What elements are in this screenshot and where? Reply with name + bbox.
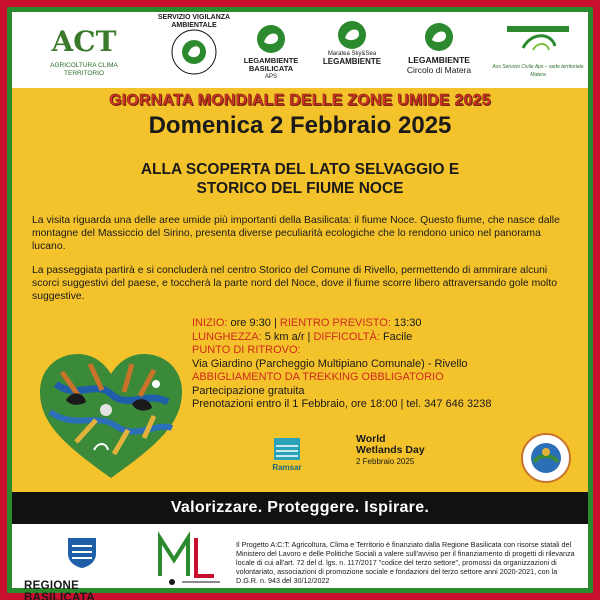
- regione-basilicata-emblem: [64, 534, 100, 570]
- difficolta-label: DIFFICOLTÀ:: [313, 330, 380, 343]
- maratea-name: LEGAMBIENTE: [322, 57, 382, 66]
- act-logo-name: ACT: [51, 25, 117, 58]
- lunghezza-value: 5 km a/r: [264, 330, 305, 343]
- ritrovo-label: PUNTO DI RITROVO:: [192, 344, 301, 356]
- funding-disclaimer: Il Progetto A:C:T: Agricoltura, Clima e Territorio è finanziato dalla Regione Basilicata con risorse statali del Ministero del Lavoro e delle Politiche Sociali a valere sull'avviso per il finanziamento di progetti di rilevanza locale di cui all'art. 72 del d. lgs. n. 117/2017 "codice del terzo settore", promossi da organizzazioni di volontariato, associazioni di promozione sociale e fondazioni del terzo settore anni 2020-2021, con la D.G.R. n. 943 del 30/12/2022: [236, 540, 575, 585]
- regione-basilicata-label: REGIONE BASILICATA: [24, 580, 95, 600]
- inizio-label: INIZIO:: [192, 317, 228, 329]
- maratea-sky-text: Sky&Sea: [351, 51, 377, 57]
- world-wetlands-day-logo: [356, 434, 456, 466]
- wwd-title-line1: World: [356, 433, 386, 445]
- prenotazioni-text: Prenotazioni entro il 1 Febbraio, ore 18:00 | tel. 347 646 3238: [192, 398, 492, 410]
- event-info-block: [192, 317, 582, 412]
- main-panel: [12, 88, 588, 492]
- rientro-label: RIENTRO PREVISTO:: [279, 317, 391, 329]
- acc-logo: [490, 12, 586, 88]
- acc-emblem: [503, 18, 573, 58]
- partecipazione-text: Partecipazione gratuita: [192, 384, 305, 397]
- info-separator: |: [307, 330, 311, 343]
- seal-logo: [520, 432, 572, 484]
- description-paragraph-2: La passeggiata partirà e si concluderà nel centro Storico del Comune di Rivello, permettendo di ammirare alcuni scorci suggestivi del paese, e toccherà la parte nord del Noce, dove il fiume scorre libero attraversando gole molto suggestive.: [32, 265, 558, 302]
- difficolta-value: Facile: [382, 330, 413, 343]
- act-logo-tagline: AGRICOLTURA CLIMA TERRITORIO: [50, 62, 118, 77]
- lunghezza-label: LUNGHEZZA:: [192, 330, 262, 343]
- legambiente-matera-logo: [396, 12, 482, 88]
- info-separator: |: [273, 317, 277, 329]
- description-paragraph-1: La visita riguarda una delle aree umide più importanti della Basilicata: il fiume Noce. Questo fiume, che nasce dalle montagne del Massiccio del Sirino, presenta diverse peculiarità ecologiche che lo rendono unico nel panorama lucano.: [32, 215, 560, 252]
- legambiente-basilicata-sub: APS: [264, 74, 277, 80]
- matera-sub: Circolo di Matera: [406, 65, 472, 75]
- legambiente-basilicata-logo: [234, 12, 308, 88]
- wwd-date: 2 Febbraio 2025: [356, 457, 415, 466]
- legambiente-basilicata-name: LEGAMBIENTE BASILICATA: [243, 56, 299, 73]
- heart-wetlands-illustration: [36, 350, 186, 480]
- legambiente-maratea-leaf-icon: [337, 20, 367, 50]
- event-date: Domenica 2 Febbraio 2025: [148, 112, 452, 139]
- maratea-top-text: Maratea: [327, 51, 350, 57]
- info-length-line: [192, 331, 582, 345]
- ritrovo-value: Via Giardino (Parcheggio Multipiano Comunale) - Rivello: [192, 357, 468, 370]
- act-logo: [36, 12, 132, 88]
- matera-name: LEGAMBIENTE: [408, 55, 470, 65]
- legambiente-leaf-icon: [256, 24, 286, 54]
- rientro-value: 13:30: [393, 317, 422, 329]
- servizio-vigilanza-text: SERVIZIO VIGILANZA AMBIENTALE: [157, 14, 231, 29]
- ministero-lavoro-logo: [152, 530, 224, 586]
- slogan-bar: [12, 492, 588, 524]
- inizio-value: ore 9:30: [230, 317, 271, 329]
- ramsar-logo: [264, 436, 310, 482]
- ramsar-label: Ramsar: [272, 463, 302, 472]
- legambiente-maratea-logo: [316, 12, 388, 88]
- info-times-line: [192, 317, 582, 331]
- wwd-title-line2: Wetlands Day: [356, 444, 425, 456]
- event-headline: GIORNATA MONDIALE DELLE ZONE UMIDE 2025: [109, 92, 491, 109]
- legambiente-matera-leaf-icon: [424, 22, 454, 52]
- event-subtitle-line1: ALLA SCOPERTA DEL LATO SELVAGGIO E: [140, 161, 460, 178]
- footer: [12, 524, 588, 600]
- event-subtitle: [72, 160, 528, 198]
- logo-strip: [12, 12, 588, 88]
- slogan-text: Valorizzare. Proteggere. Ispirare.: [170, 499, 430, 516]
- servizio-vigilanza-logo: [152, 12, 236, 88]
- event-subtitle-line2: STORICO DEL FIUME NOCE: [196, 180, 404, 197]
- abbigliamento-label: ABBIGLIAMENTO DA TREKKING OBBLIGATORIO: [192, 371, 444, 383]
- acc-caption: Ass Servizio Civile Aps – sede territoriale Matera: [492, 64, 584, 78]
